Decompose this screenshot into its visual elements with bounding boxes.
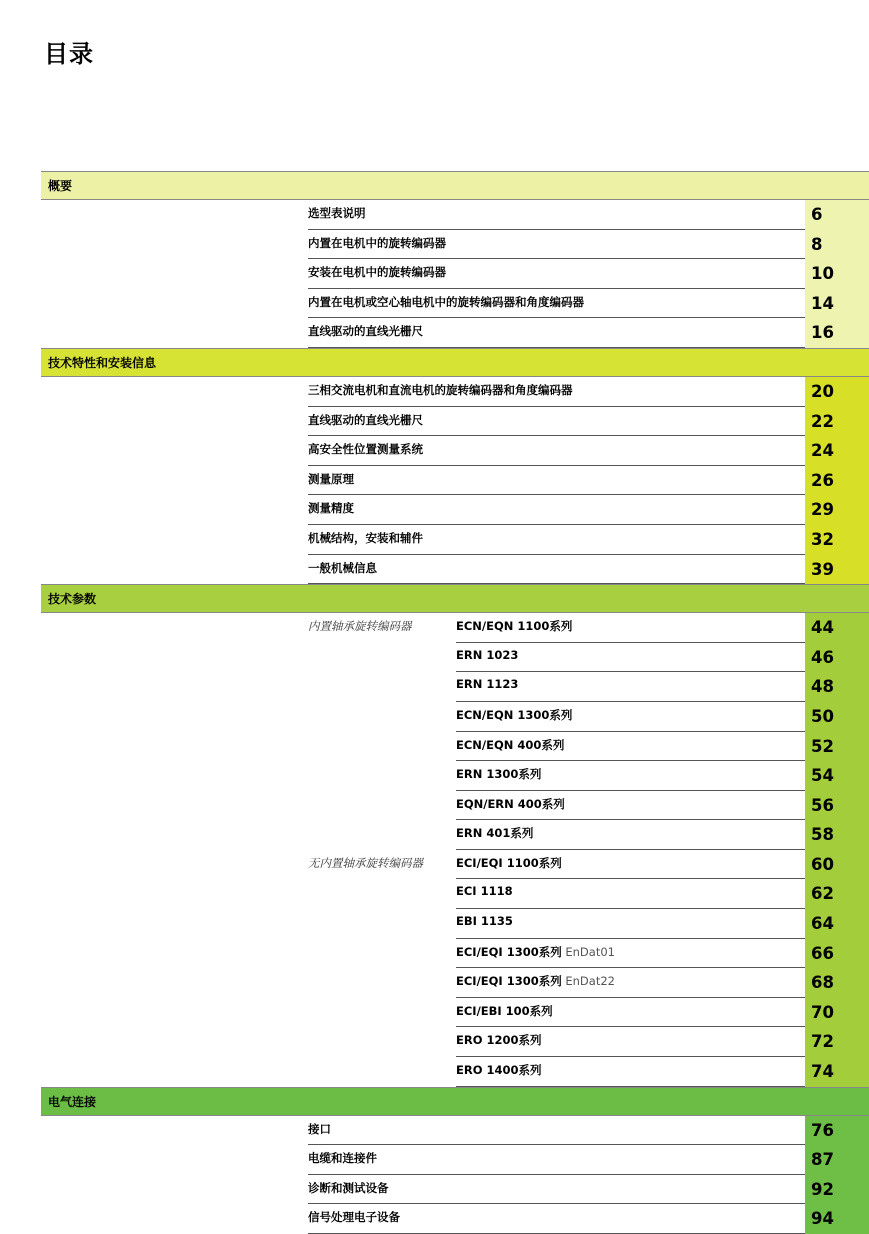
toc-entry-label: ERO 1400系列 [456, 1063, 542, 1078]
toc-entry[interactable] [41, 1145, 869, 1175]
toc-entry[interactable] [41, 1204, 869, 1234]
toc-entry-label: EQN/ERN 400系列 [456, 796, 565, 811]
table-of-contents [41, 171, 869, 1234]
toc-entry-label: ECI 1118 [456, 884, 513, 899]
toc-subgroup-label: 内置轴承旋转编码器 [308, 619, 412, 634]
toc-entry[interactable] [41, 613, 869, 643]
toc-page-number: 56 [805, 791, 869, 821]
toc-page-number: 62 [805, 879, 869, 909]
toc-page-number: 46 [805, 643, 869, 673]
toc-page-number: 74 [805, 1057, 869, 1087]
toc-entry-label: 内置在电机中的旋转编码器 [308, 235, 446, 250]
toc-entry[interactable] [41, 643, 869, 673]
row-divider [308, 347, 869, 348]
toc-entry[interactable] [41, 436, 869, 466]
toc-page-number: 24 [805, 436, 869, 466]
toc-entry-suffix: EnDat01 [561, 944, 615, 959]
toc-entry-label: ECI/EQI 1100系列 [456, 855, 562, 870]
toc-entry-label: 一般机械信息 [308, 560, 377, 575]
toc-page-number: 32 [805, 525, 869, 555]
toc-entry-label: EBI 1135 [456, 914, 513, 929]
toc-entry-label: 选型表说明 [308, 206, 366, 220]
row-divider [308, 583, 869, 584]
toc-page-number: 58 [805, 820, 869, 850]
toc-entry[interactable] [41, 1027, 869, 1057]
toc-entry-label: ECN/EQN 1100系列 [456, 619, 573, 634]
page-title: 目录 [44, 40, 94, 68]
toc-entry[interactable] [41, 672, 869, 702]
toc-page-number: 22 [805, 407, 869, 437]
toc-entry-label: 三相交流电机和直流电机的旋转编码器和角度编码器 [308, 382, 573, 397]
toc-entry-label: 直线驱动的直线光栅尺 [308, 412, 423, 427]
toc-entry-label: ERO 1200系列 [456, 1033, 542, 1048]
toc-entry[interactable] [41, 1175, 869, 1205]
toc-page-number: 66 [805, 939, 869, 969]
toc-page-number: 10 [805, 259, 869, 289]
toc-page-number: 44 [805, 613, 869, 643]
toc-entry[interactable] [41, 909, 869, 939]
toc-entry[interactable] [41, 555, 869, 585]
section-heading[interactable]: 技术参数 [41, 584, 869, 613]
toc-page-number: 92 [805, 1175, 869, 1205]
toc-page-number: 29 [805, 495, 869, 525]
toc-entry[interactable] [41, 525, 869, 555]
toc-page-number: 8 [805, 230, 869, 260]
toc-entry[interactable] [41, 466, 869, 496]
toc-entry[interactable] [41, 820, 869, 850]
toc-page-number: 54 [805, 761, 869, 791]
toc-entry-label: 高安全性位置测量系统 [308, 442, 423, 457]
toc-entry[interactable] [41, 761, 869, 791]
toc-entry[interactable] [41, 495, 869, 525]
toc-page-number: 76 [805, 1116, 869, 1146]
toc-page-number: 16 [805, 318, 869, 348]
toc-entry-label: 测量原理 [308, 471, 354, 486]
toc-page-number: 50 [805, 702, 869, 732]
toc-entry[interactable] [41, 1116, 869, 1146]
toc-entry[interactable] [41, 879, 869, 909]
toc-entry-label: ERN 1300系列 [456, 767, 542, 782]
toc-entry[interactable] [41, 200, 869, 230]
toc-entry-label: 信号处理电子设备 [308, 1210, 400, 1225]
toc-page-number: 52 [805, 732, 869, 762]
toc-entry[interactable] [41, 318, 869, 348]
section-heading[interactable]: 电气连接 [41, 1087, 869, 1116]
toc-entry-label: ECI/EBI 100系列 [456, 1003, 553, 1018]
toc-page-number: 68 [805, 968, 869, 998]
toc-entry[interactable] [41, 850, 869, 880]
toc-entry-label: 内置在电机或空心轴电机中的旋转编码器和角度编码器 [308, 294, 584, 309]
toc-subgroup-label: 无内置轴承旋转编码器 [308, 855, 423, 870]
toc-entry[interactable] [41, 259, 869, 289]
toc-entry[interactable] [41, 732, 869, 762]
toc-entry[interactable] [41, 377, 869, 407]
toc-entry-label: ECN/EQN 400系列 [456, 737, 565, 752]
toc-entry[interactable] [41, 791, 869, 821]
toc-page-number: 48 [805, 672, 869, 702]
toc-entry-label: ECI/EQI 1300系列 EnDat22 [456, 974, 615, 989]
toc-entry-label: 测量精度 [308, 501, 354, 516]
toc-page-number: 20 [805, 377, 869, 407]
toc-entry-label: ERN 1123 [456, 677, 519, 692]
toc-entry[interactable] [41, 939, 869, 969]
toc-entry-label: 安装在电机中的旋转编码器 [308, 265, 446, 280]
toc-entry-label: 机械结构，安装和辅件 [308, 530, 423, 545]
toc-entry-label: ERN 401系列 [456, 826, 534, 841]
toc-entry-label: ERN 1023 [456, 647, 519, 662]
toc-page-number: 64 [805, 909, 869, 939]
toc-entry-label: 直线驱动的直线光栅尺 [308, 324, 423, 339]
toc-entry[interactable] [41, 289, 869, 319]
toc-entry-suffix: EnDat22 [561, 974, 615, 989]
toc-page-number: 26 [805, 466, 869, 496]
section-heading[interactable]: 技术特性和安装信息 [41, 348, 869, 377]
toc-entry[interactable] [41, 968, 869, 998]
toc-page-number: 94 [805, 1204, 869, 1234]
toc-page-number: 6 [805, 200, 869, 230]
toc-page-number: 87 [805, 1145, 869, 1175]
toc-page-number: 60 [805, 850, 869, 880]
toc-entry[interactable] [41, 407, 869, 437]
toc-page-number: 72 [805, 1027, 869, 1057]
toc-entry-label: ECI/EQI 1300系列 EnDat01 [456, 944, 615, 959]
section-heading[interactable]: 概要 [41, 171, 869, 200]
toc-entry-label: ECN/EQN 1300系列 [456, 707, 573, 722]
toc-entry[interactable] [41, 230, 869, 260]
toc-page-number: 39 [805, 555, 869, 585]
toc-page-number: 14 [805, 289, 869, 319]
toc-entry-label: 接口 [308, 1121, 331, 1136]
toc-entry[interactable] [41, 702, 869, 732]
toc-entry[interactable] [41, 1057, 869, 1087]
toc-entry[interactable] [41, 998, 869, 1028]
toc-entry-label: 电缆和连接件 [308, 1151, 377, 1166]
toc-entry-label: 诊断和测试设备 [308, 1180, 389, 1195]
toc-page-number: 70 [805, 998, 869, 1028]
